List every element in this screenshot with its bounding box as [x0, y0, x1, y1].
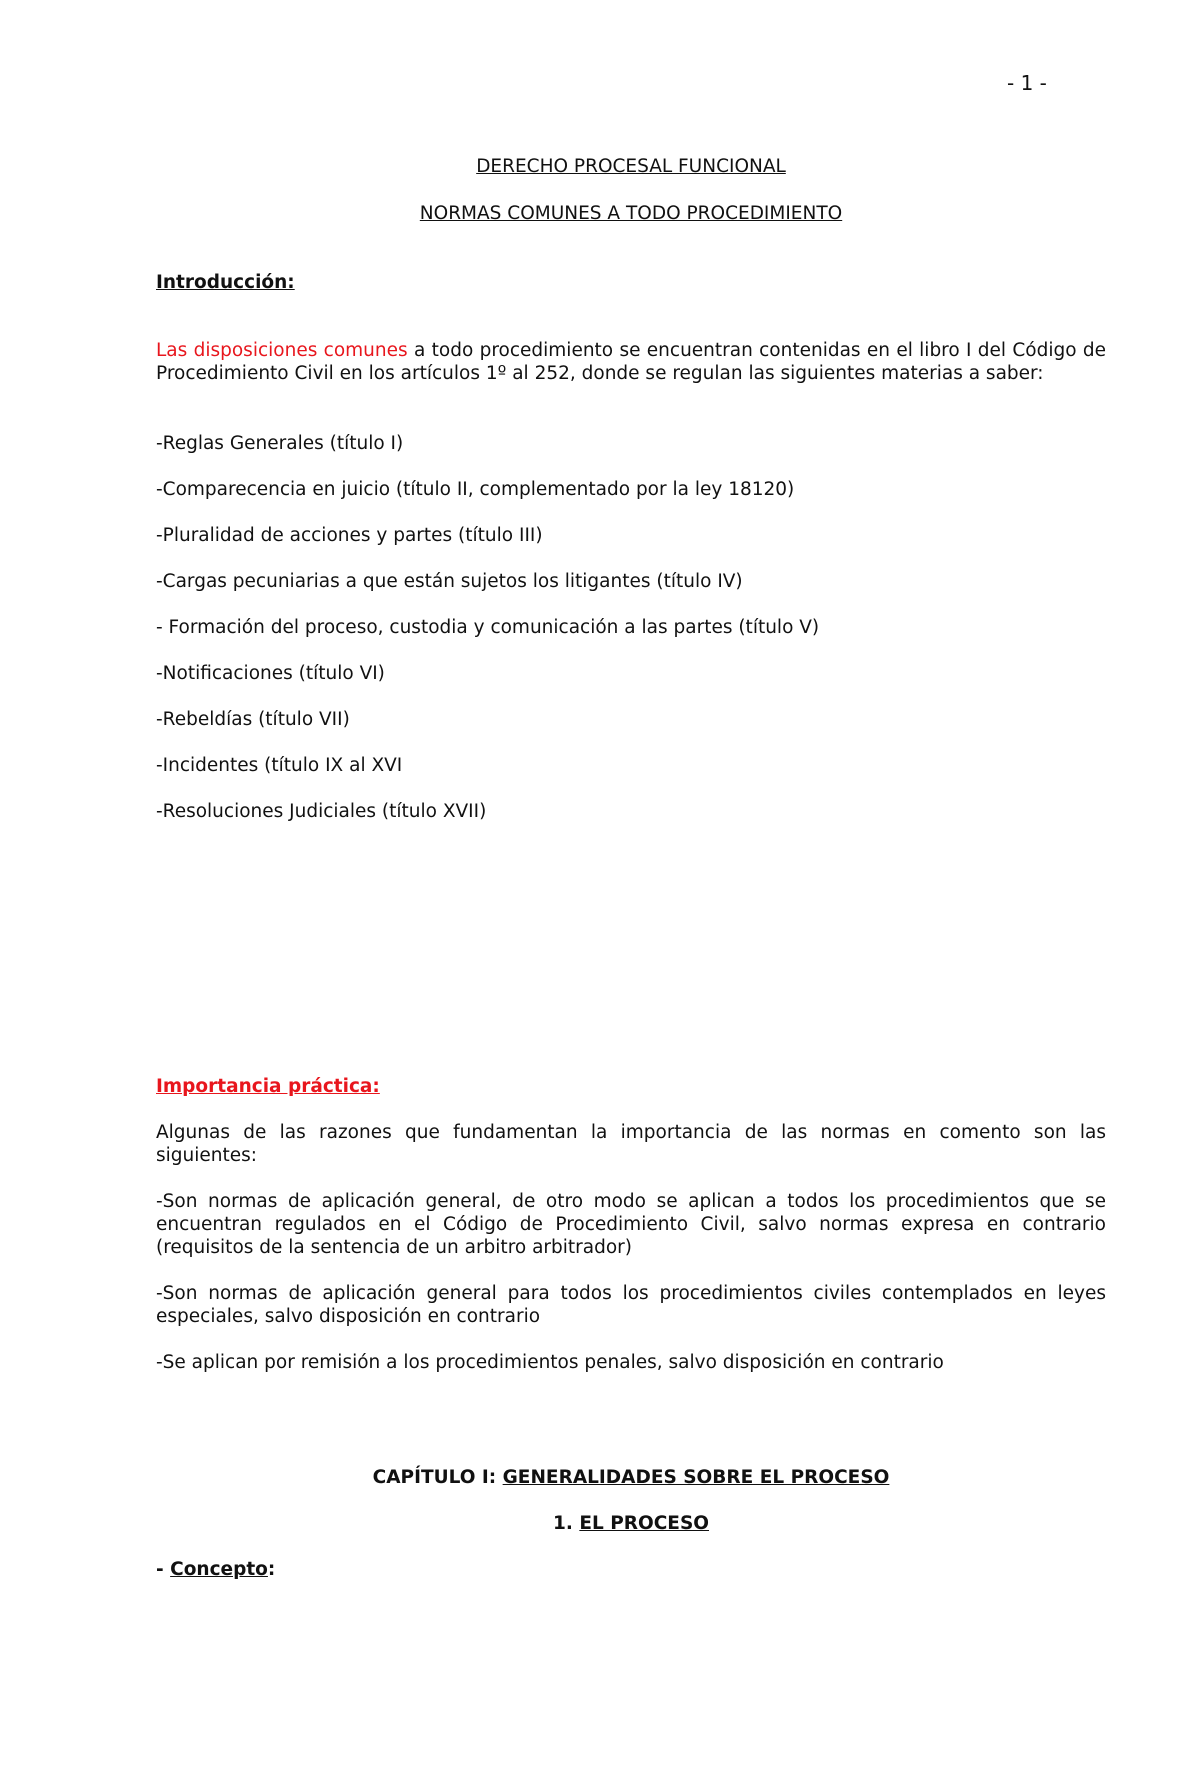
list-item: -Comparecencia en juicio (título II, complementado por la ley 18120)	[156, 479, 795, 500]
list-item: -Notificaciones (título VI)	[156, 663, 385, 684]
document-title: DERECHO PROCESAL FUNCIONAL	[476, 156, 786, 177]
chapter-prefix: CAPÍTULO I:	[372, 1467, 503, 1488]
list-item: -Reglas Generales (título I)	[156, 433, 404, 454]
list-item: -Rebeldías (título VII)	[156, 709, 350, 730]
list-item: -Incidentes (título IX al XVI	[156, 755, 403, 776]
importance-item: -Son normas de aplicación general, de otro modo se aplican a todos los procedimientos que se encuentran regulados en el Código de Procedimiento Civil, salvo normas expresa en contrario (requisitos de la sentencia de un arbitro arbitrador)	[156, 1191, 1106, 1258]
chapter-title: GENERALIDADES SOBRE EL PROCESO	[502, 1467, 890, 1488]
concept-colon: :	[267, 1559, 276, 1580]
concept-heading	[156, 1558, 1106, 1581]
section-title: EL PROCESO	[579, 1513, 709, 1534]
importance-paragraph: Algunas de las razones que fundamentan la importancia de las normas en comento son las siguientes:	[156, 1122, 1106, 1166]
section-heading	[156, 1512, 1106, 1535]
importance-heading: Importancia práctica:	[156, 1076, 380, 1097]
list-item: -Cargas pecuniarias a que están sujetos los litigantes (título IV)	[156, 571, 743, 592]
list-item: -Resoluciones Judiciales (título XVII)	[156, 801, 487, 822]
list-item: -Pluralidad de acciones y partes (título III)	[156, 525, 543, 546]
list-item: - Formación del proceso, custodia y comunicación a las partes (título V)	[156, 617, 820, 638]
section-number: 1.	[552, 1513, 580, 1534]
concept-label: Concepto	[170, 1559, 268, 1580]
importance-item: -Son normas de aplicación general para todos los procedimientos civiles contemplados en leyes especiales, salvo disposición en contrario	[156, 1283, 1106, 1327]
intro-paragraph-text: a todo procedimiento se encuentran contenidas en el libro I del Código de Procedimiento Civil en los artículos 1º al 252, donde se regulan las siguientes materias a saber:	[156, 340, 1107, 384]
intro-paragraph	[156, 340, 1106, 385]
intro-heading: Introducción:	[156, 272, 295, 293]
page-number: - 1 -	[1007, 71, 1047, 95]
concept-dash: -	[156, 1559, 171, 1580]
intro-highlight: Las disposiciones comunes	[156, 340, 408, 361]
document-subtitle: NORMAS COMUNES A TODO PROCEDIMIENTO	[419, 203, 843, 224]
importance-item: -Se aplican por remisión a los procedimientos penales, salvo disposición en contrario	[156, 1352, 944, 1373]
chapter-heading	[156, 1466, 1106, 1489]
